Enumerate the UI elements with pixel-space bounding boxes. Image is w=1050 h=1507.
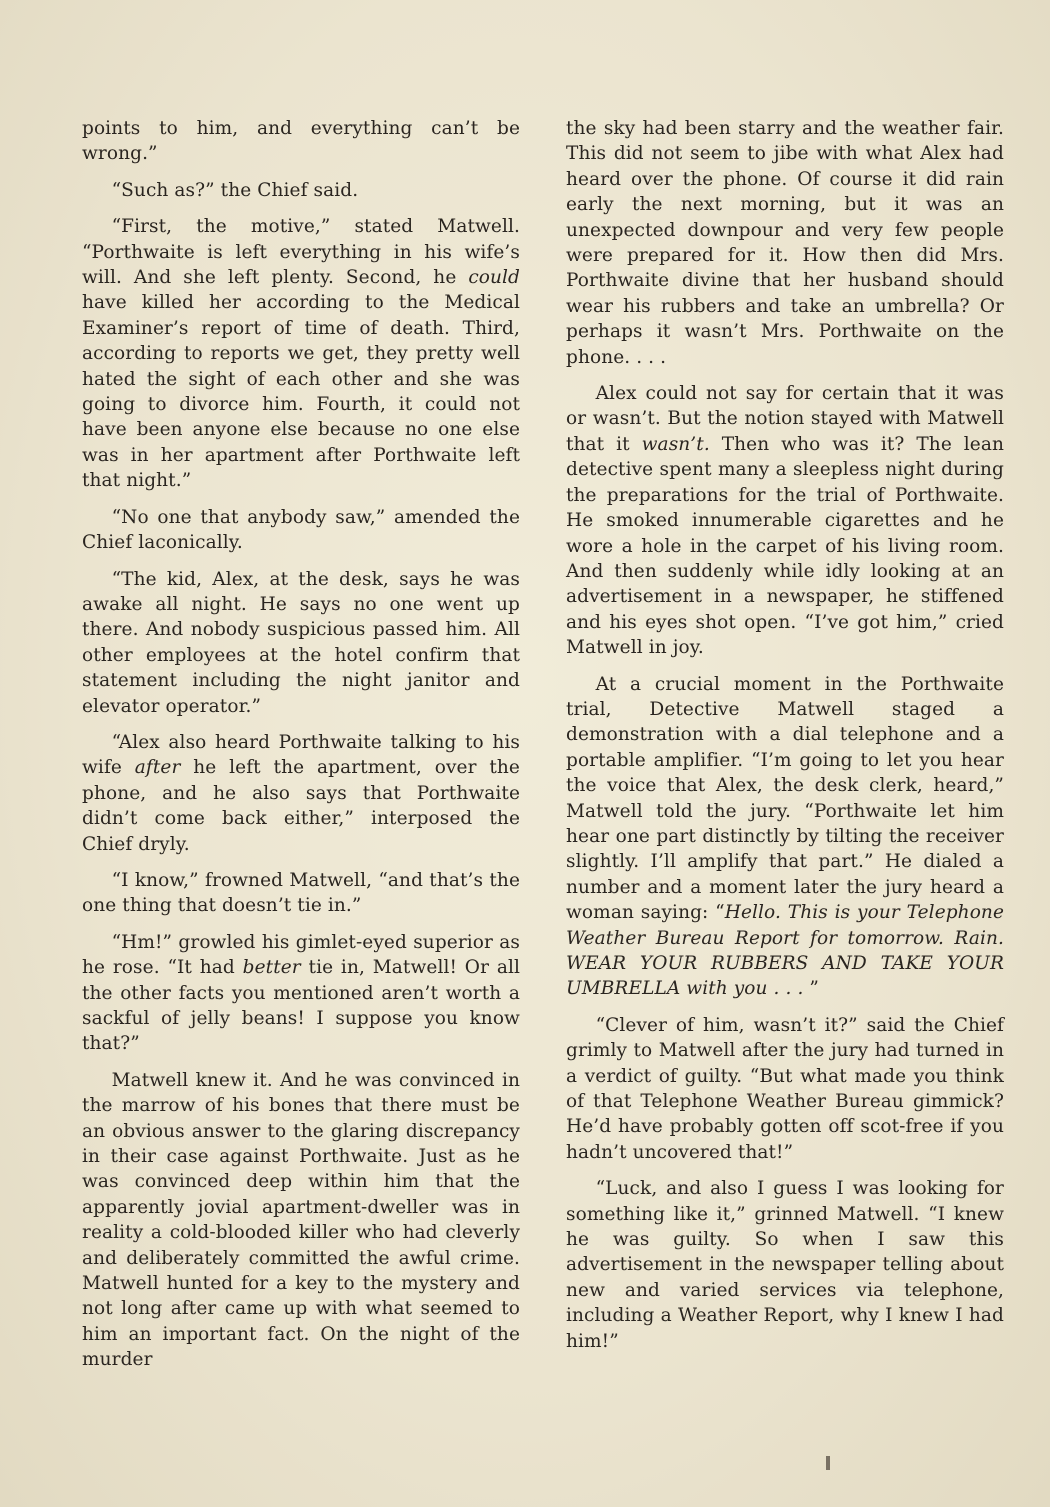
left-text-column bbox=[82, 116, 520, 1384]
paragraph: the sky had been starry and the weather fair. This did not seem to jibe with what Alex had heard over the phone. Of course it did rain early the next morning, but it was an unexpected downpour and very few people were prepared for it. How then did Mrs. Porthwaite divine that her husband should wear his rubbers and take an umbrella? Or perhaps it wasn’t Mrs. Porthwaite on the phone. . . . bbox=[566, 118, 1004, 368]
paragraph: “I know,” frowned Matwell, “and that’s the one thing that doesn’t tie in.” bbox=[82, 869, 520, 917]
paragraph: “Such as?” the Chief said. bbox=[111, 179, 359, 201]
right-text-column bbox=[566, 116, 1004, 1365]
paragraph: “Hm!” growled his gimlet-eyed superior as he rose. “It had better tie in, Matwell! Or all the other facts you mentioned aren’t worth a sackful of jelly beans! I suppose you know that?” bbox=[82, 931, 520, 1055]
paragraph: “Clever of him, wasn’t it?” said the Chief grimly to Matwell after the jury had turned in a verdict of guilty. “But what made you think of that Telephone Weather Bureau gimmick? He’d have probably gotten off scot-free if you hadn’t uncovered that!” bbox=[566, 1014, 1004, 1163]
paragraph: “The kid, Alex, at the desk, says he was awake all night. He says no one went up there. And nobody suspicious passed him. All other employees at the hotel confirm that statement including the night janitor and elevator operator.” bbox=[82, 568, 520, 717]
paragraph: “Luck, and also I guess I was looking for something like it,” grinned Matwell. “I knew he was guilty. So when I saw this advertisement in the newspaper telling about new and varied services via telephone, including a Weather Report, why I knew I had him!” bbox=[566, 1178, 1004, 1352]
paragraph: “Alex also heard Porthwaite talking to his wife after he left the apartment, over the phone, and he also says that Porthwaite didn’t come back either,” interposed the Chief dryly. bbox=[82, 731, 520, 855]
paragraph: At a crucial moment in the Porthwaite trial, Detective Matwell staged a demonstration with a dial telephone and a portable amplifier. “I’m going to let you hear the voice that Alex, the desk clerk, heard,” Matwell told the jury. “Porthwaite let him hear one part distinctly by tilting the receiver slightly. I’ll amplify that part.” He dialed a number and a moment later the jury heard a woman saying: “Hello. This is your Telephone Weather Bureau Report for tomorrow. Rain. WEAR YOUR RUBBERS AND TAKE YOUR UMBRELLA with you . . . ” bbox=[566, 673, 1004, 1000]
paragraph: Alex could not say for certain that it was or wasn’t. But the notion stayed with Matwell that it wasn’t. Then who was it? The lean detective spent many a sleepless night during the preparations for the trial of Porthwaite. He smoked innumerable cigarettes and he wore a hole in the carpet of his living room. And then suddenly while idly looking at an advertisement in a newspaper, he stiffened and his eyes shot open. “I’ve got him,” cried Matwell in joy. bbox=[566, 383, 1004, 659]
paragraph: “First, the motive,” stated Matwell. “Porthwaite is left everything in his wife’s will. And she left plenty. Second, he could have killed her according to the Medical Examiner’s report of time of death. Third, according to reports we get, they pretty well hated the sight of each other and she was going to divorce him. Fourth, it could not have been anyone else because no one else was in her apartment after Porthwaite left that night.” bbox=[82, 216, 520, 492]
paragraph: points to him, and everything can’t be wrong.” bbox=[82, 118, 520, 165]
paragraph: Matwell knew it. And he was convinced in the marrow of his bones that there must be an obvious answer to the glaring discrepancy in their case against Porthwaite. Just as he was convinced deep within him that the apparently jovial apartment-dweller was in reality a cold-blooded killer who had cleverly and deliberately committed the awful crime. Matwell hunted for a key to the mystery and not long after came up with what seemed to him an important fact. On the night of the murder bbox=[82, 1069, 520, 1371]
print-mark bbox=[826, 1456, 830, 1470]
paragraph: “No one that anybody saw,” amended the Chief laconically. bbox=[82, 506, 520, 554]
